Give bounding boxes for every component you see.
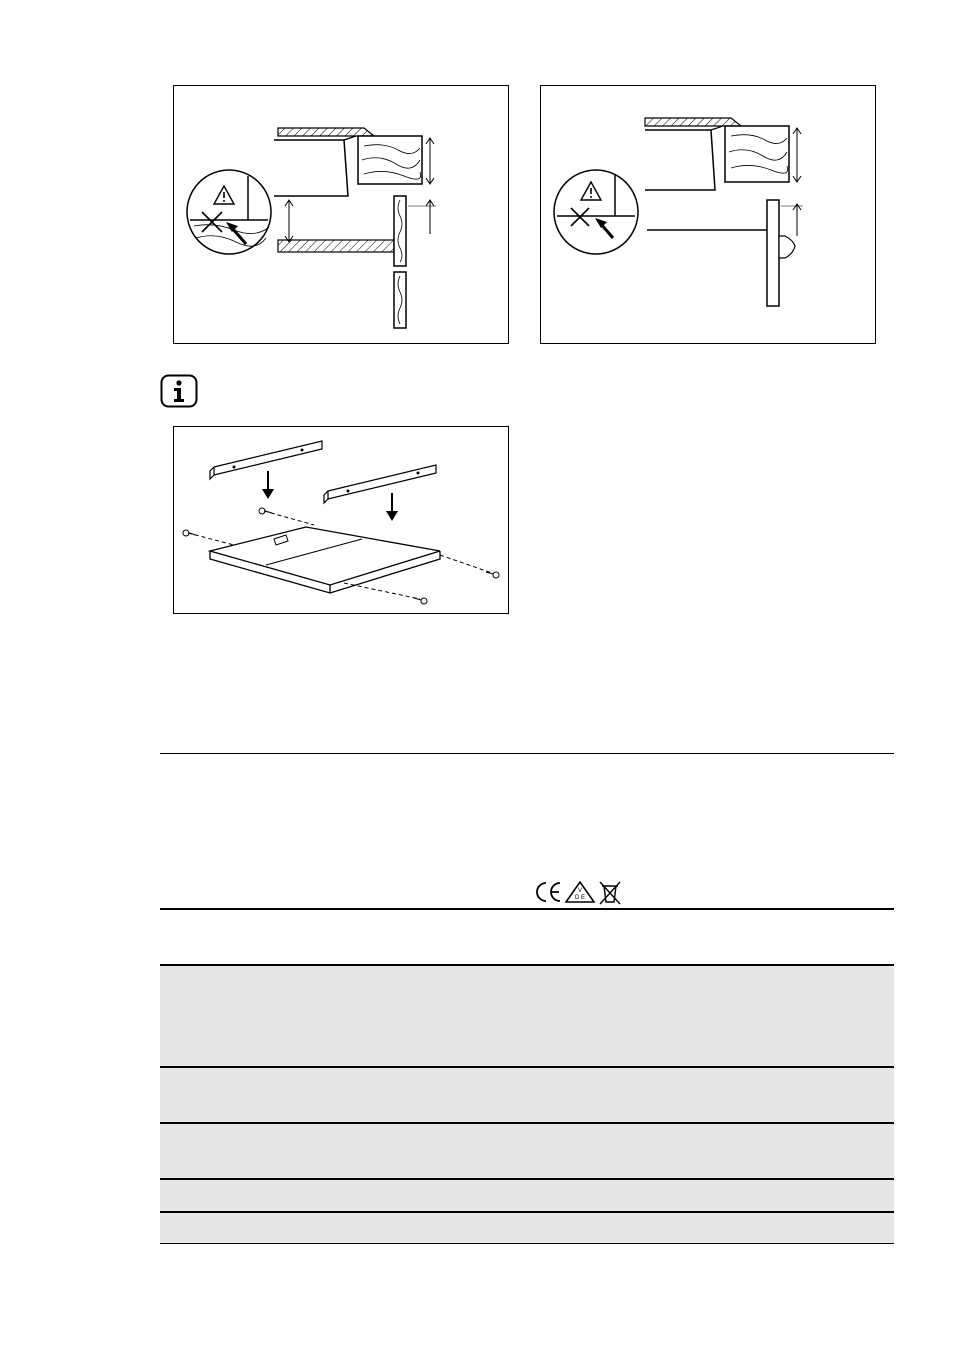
svg-text:D E: D E bbox=[574, 895, 586, 901]
table-row bbox=[160, 1211, 894, 1244]
installation-drawing bbox=[174, 86, 510, 345]
certification-marks bbox=[530, 878, 626, 906]
row-label bbox=[160, 1068, 176, 1080]
row-label bbox=[160, 1213, 176, 1225]
vde-mark-icon bbox=[566, 882, 594, 902]
row-label bbox=[160, 966, 176, 978]
installation-figure-oven bbox=[540, 85, 876, 344]
installation-drawing bbox=[541, 86, 877, 345]
row-value bbox=[180, 1068, 196, 1080]
row-value bbox=[180, 1124, 196, 1136]
screw-icon bbox=[486, 572, 499, 578]
screw-icon bbox=[183, 530, 196, 536]
weee-bin-icon bbox=[600, 882, 620, 904]
svg-text:V: V bbox=[577, 888, 583, 894]
section-divider bbox=[160, 908, 894, 910]
row-value bbox=[180, 1213, 196, 1225]
technical-data-table bbox=[160, 964, 894, 1244]
row-label bbox=[160, 1124, 176, 1136]
info-icon bbox=[160, 374, 198, 408]
assembly-drawing bbox=[174, 427, 510, 615]
row-value bbox=[180, 1180, 196, 1192]
row-value bbox=[180, 966, 196, 978]
table-row bbox=[160, 1122, 894, 1178]
table-row bbox=[160, 1178, 894, 1211]
assembly-figure bbox=[173, 426, 509, 614]
table-row bbox=[160, 964, 894, 1066]
installation-figure-worktop bbox=[173, 85, 509, 344]
section-divider bbox=[160, 753, 894, 754]
row-label bbox=[160, 1180, 176, 1192]
ce-mark-icon bbox=[537, 883, 560, 901]
screw-icon bbox=[414, 598, 427, 604]
screw-icon bbox=[259, 508, 272, 514]
table-row bbox=[160, 1066, 894, 1122]
